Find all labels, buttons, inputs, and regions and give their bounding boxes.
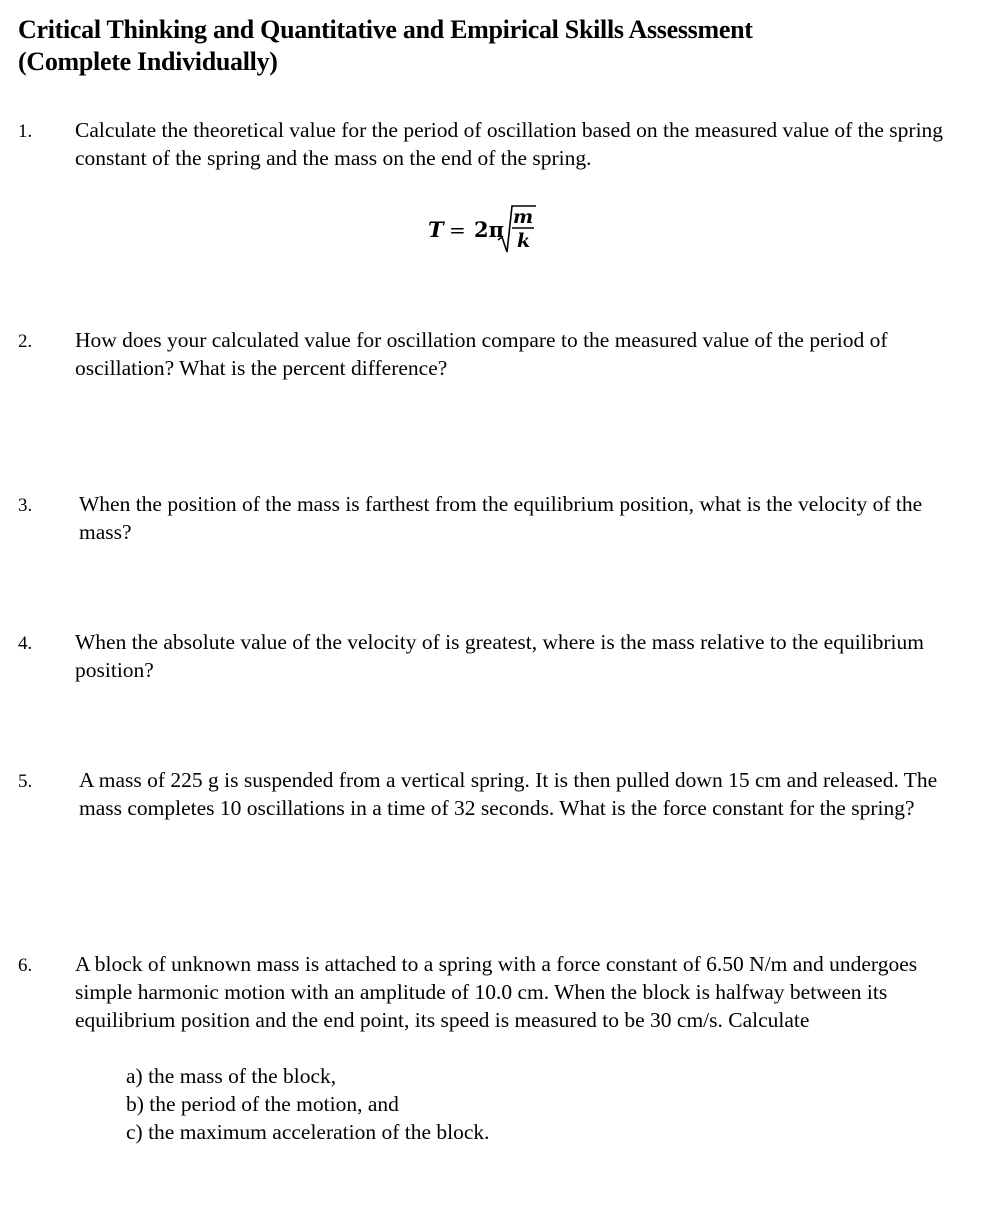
question-text: Calculate the theoretical value for the period of oscillation based on the measured value of the spring constant of the spring and the mass on the end of the spring. xyxy=(75,118,944,170)
formula-coefficient: 2π xyxy=(474,217,504,242)
question-text: A block of unknown mass is attached to a spring with a force constant of 6.50 N/m and undergoes simple harmonic motion with an amplitude of 10.0 cm. When the block is halfway between its equilibrium position and the end point, its speed is measured to be 30 cm/s. Calculate xyxy=(75,952,918,1032)
title-line-1: Critical Thinking and Quantitative and Empirical Skills Assessment xyxy=(18,15,753,44)
formula-numerator: m xyxy=(513,206,534,228)
question-number: 4. xyxy=(18,633,33,654)
question-text: When the position of the mass is farthest from the equilibrium position, what is the velocity of the mass? xyxy=(79,492,923,544)
formula-lhs: T xyxy=(428,217,444,242)
question-text: How does your calculated value for oscillation compare to the measured value of the period of oscillation? What is the percent difference? xyxy=(75,328,888,380)
question-number: 1. xyxy=(18,121,33,142)
question-text: When the absolute value of the velocity of is greatest, where is the mass relative to the equilibrium position? xyxy=(75,630,924,682)
part-a: a) the mass of the block, xyxy=(126,1064,337,1088)
title-line-2: (Complete Individually) xyxy=(18,47,278,76)
question-number: 3. xyxy=(18,495,33,516)
formula-denominator: k xyxy=(517,230,531,252)
question-6-parts xyxy=(126,1062,490,1146)
question-text: A mass of 225 g is suspended from a vertical spring. It is then pulled down 15 cm and released. The mass completes 10 oscillations in a time of 32 seconds. What is the force constant for the spring? xyxy=(79,768,938,820)
document-title xyxy=(18,14,958,78)
question-number: 6. xyxy=(18,955,33,976)
part-b: b) the period of the motion, and xyxy=(126,1092,399,1116)
formula-equals: = xyxy=(449,218,466,242)
period-formula xyxy=(428,200,548,260)
part-c: c) the maximum acceleration of the block. xyxy=(126,1120,490,1144)
question-number: 2. xyxy=(18,331,33,352)
question-number: 5. xyxy=(18,771,33,792)
